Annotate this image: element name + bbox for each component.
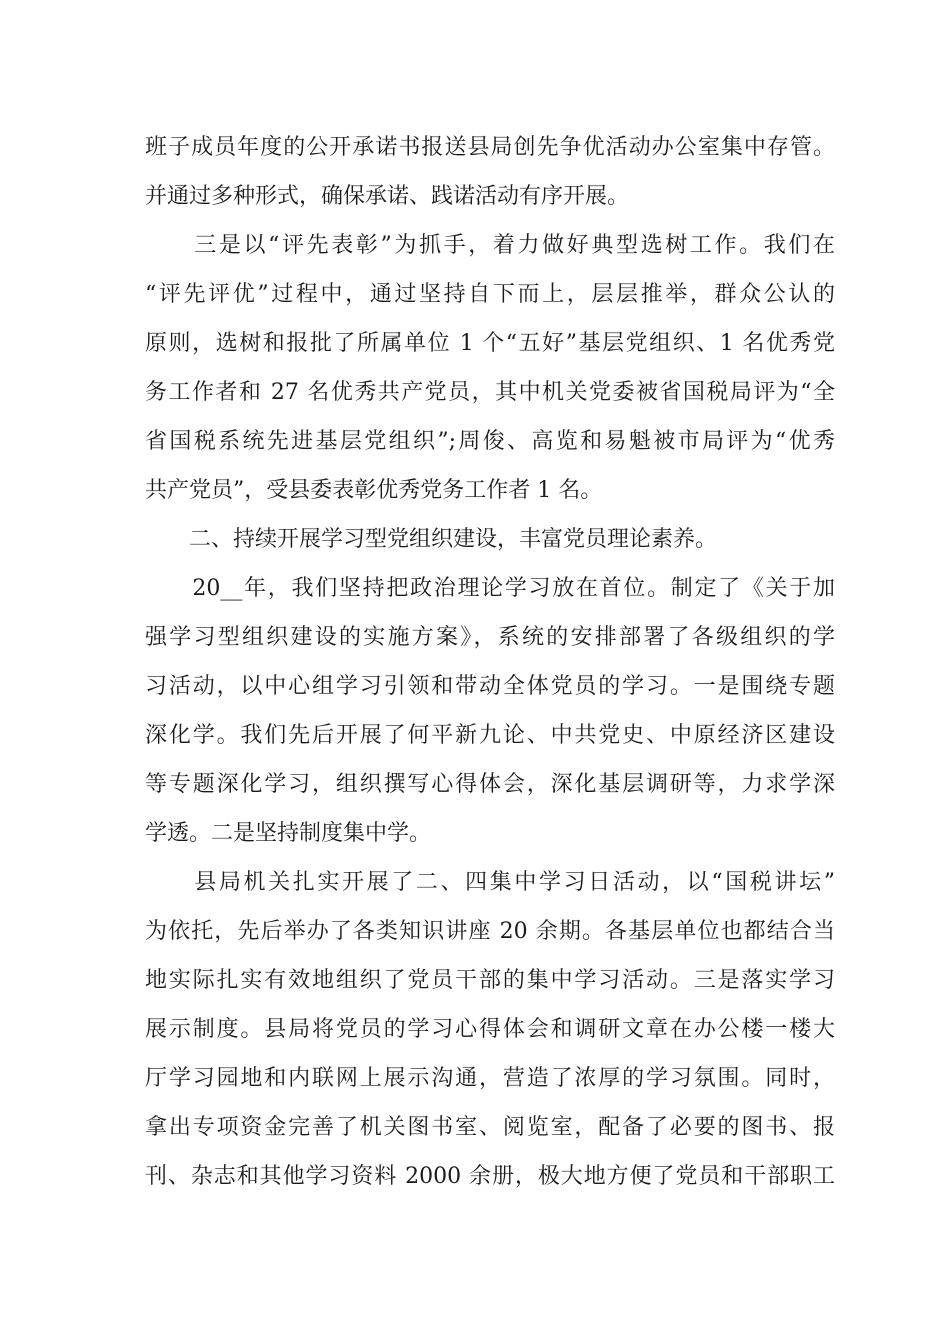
text-line: 地实际扎实有效地组织了党员干部的集中学习活动。三是落实学习 [145,968,835,993]
text-line: 务工作者和 27 名优秀共产党员，其中机关党委被省国税局评为“全 [145,380,835,405]
text-line: 并通过多种形式，确保承诺、践诺活动有序开展。 [145,184,630,209]
text-line: 省国税系统先进基层党组织”;周俊、高览和易魁被市局评为“优秀 [145,429,835,454]
text-line: 厅学习园地和内联网上展示沟通，营造了浓厚的学习氛围。同时， [145,1066,835,1091]
text-line: 习活动，以中心组学习引领和带动全体党员的学习。一是围绕专题 [145,674,835,699]
text-line: 县局机关扎实开展了二、四集中学习日活动，以“国税讲坛” [145,870,835,895]
text-line: 为依托，先后举办了各类知识讲座 20 余期。各基层单位也都结合当 [145,919,835,944]
text-line: 班子成员年度的公开承诺书报送县局创先争优活动办公室集中存管。 [145,135,835,160]
text-line: 学透。二是坚持制度集中学。 [145,821,432,846]
text-line: 原则，选树和报批了所属单位 1 个“五好”基层党组织、1 名优秀党 [145,331,835,356]
text-line: 20__年，我们坚持把政治理论学习放在首位。制定了《关于加 [145,576,835,601]
text-line: 强学习型组织建设的实施方案》，系统的安排部署了各级组织的学 [145,625,835,650]
text-line: 刊、杂志和其他学习资料 2000 余册，极大地方便了党员和干部职工 [145,1164,835,1189]
section-heading: 二、持续开展学习型党组织建设，丰富党员理论素养。 [145,527,718,552]
text-line: 拿出专项资金完善了机关图书室、阅览室，配备了必要的图书、报 [145,1115,835,1140]
text-line: 深化学。我们先后开展了何平新九论、中共党史、中原经济区建设 [145,723,835,748]
text-line: 展示制度。县局将党员的学习心得体会和调研文章在办公楼一楼大 [145,1017,835,1042]
text-line: 三是以“评先表彰”为抓手，着力做好典型选树工作。我们在 [145,233,835,258]
text-line: 等专题深化学习，组织撰写心得体会，深化基层调研等，力求学深 [145,772,835,797]
text-line: “评先评优”过程中，通过坚持自下而上，层层推举，群众公认的 [145,282,835,307]
text-line: 共产党员”，受县委表彰优秀党务工作者 1 名。 [145,478,603,503]
document-body [145,123,835,1201]
